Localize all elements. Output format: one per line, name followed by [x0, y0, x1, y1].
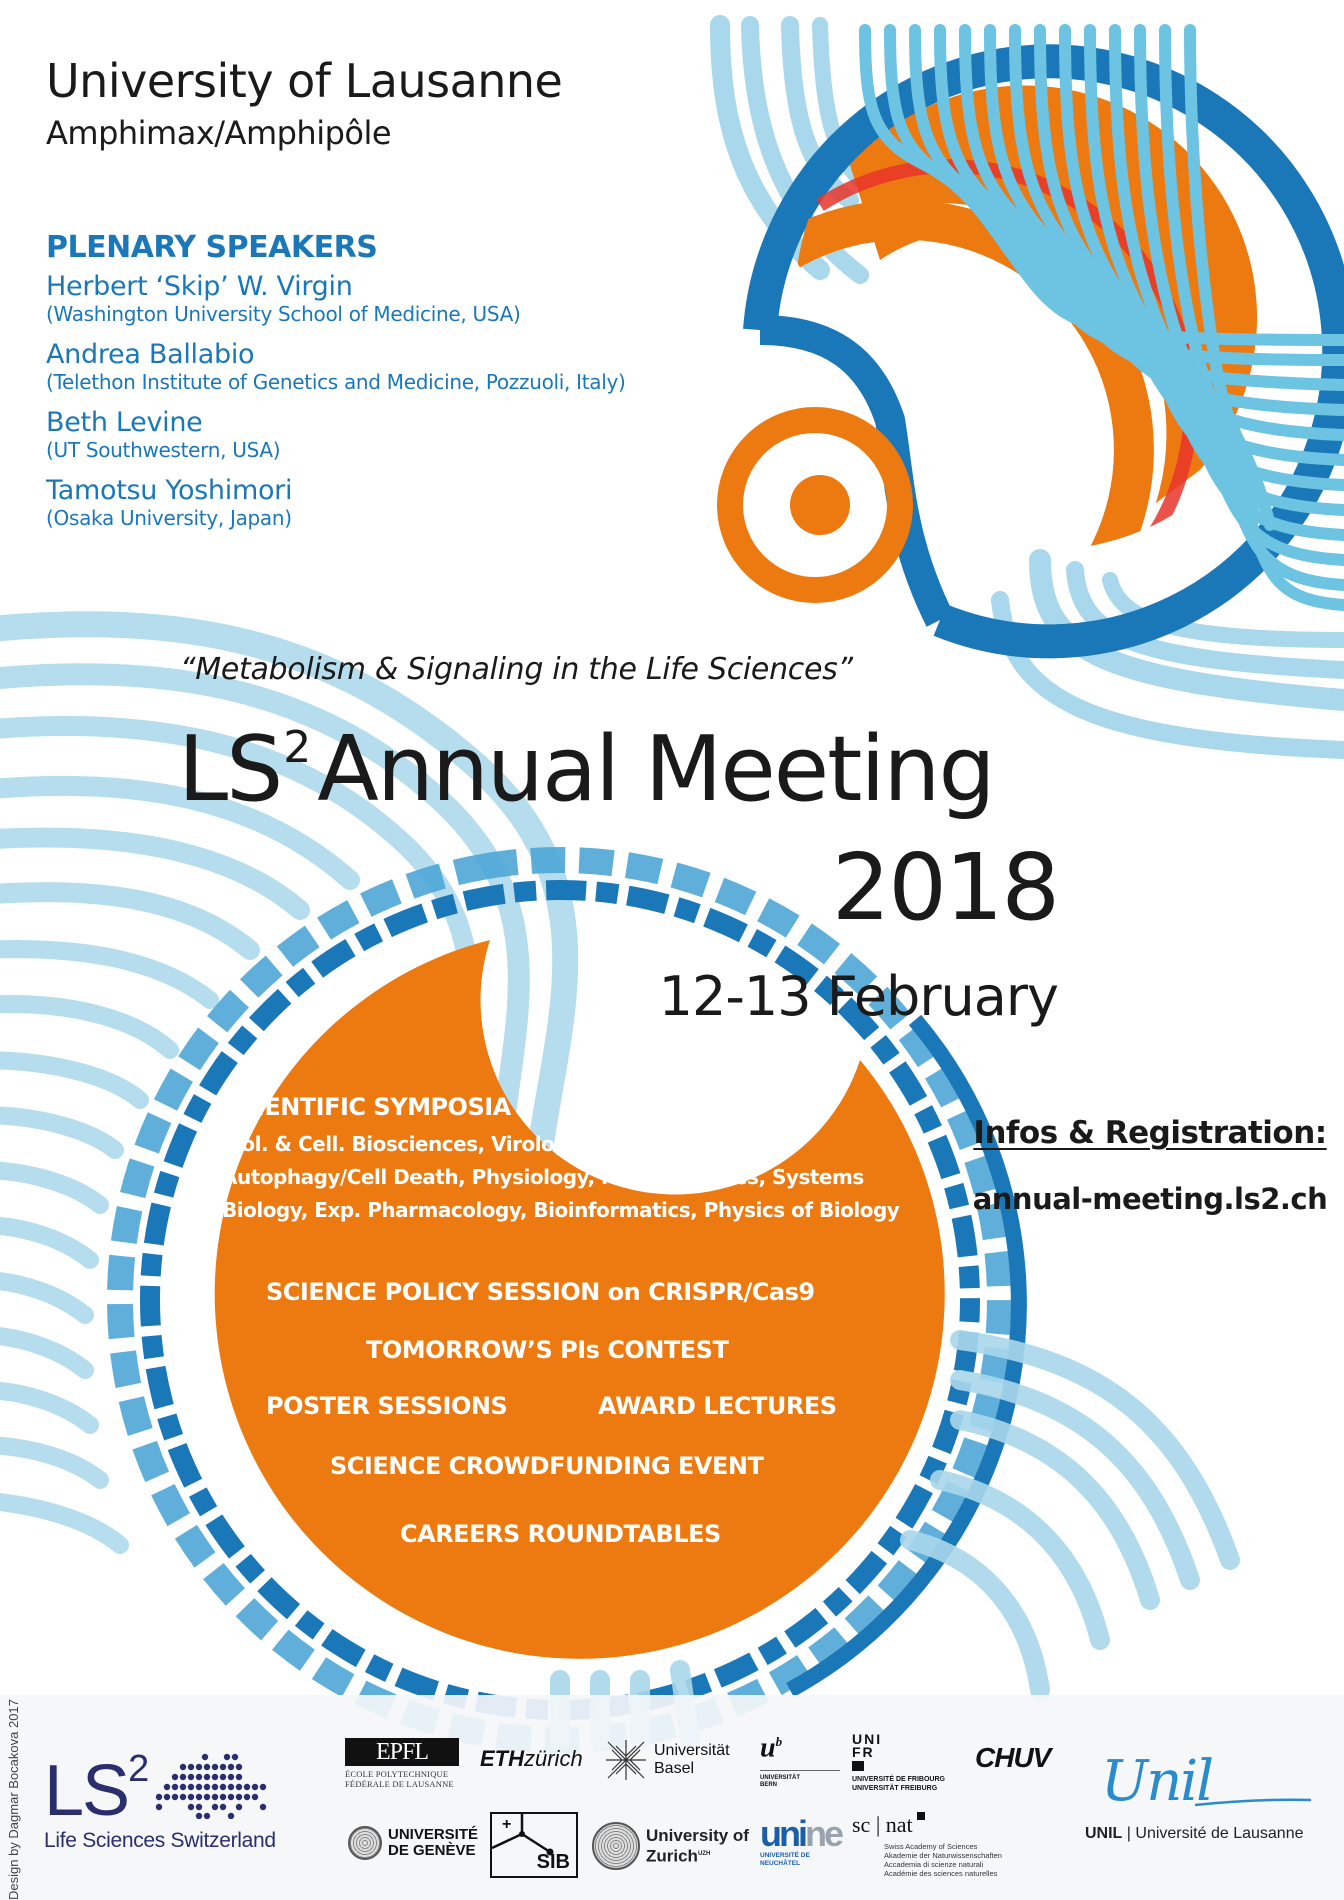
speaker-item	[46, 475, 746, 531]
sib-logo: + SIB	[490, 1812, 578, 1878]
ls2-logo	[44, 1750, 276, 1853]
scnat-logo: sc | nat Swiss Academy of Sciences Akademie der Naturwissenschaften Accademia di scienze naturali Académie des sciences naturelles	[852, 1812, 1002, 1878]
symposia-topics: Mol. & Cell. Biosciences, Virology & Proteomics, Autophagy/Cell Death, Physiology, Neurosciences, Systems Biology, Exp. Pharmacology, Bioinformatics, Physics of Biology	[222, 1132, 900, 1222]
program-policy-session: SCIENCE POLICY SESSION on CRISPR/Cas9	[266, 1278, 815, 1306]
epfl-logo	[345, 1738, 459, 1789]
unil-swoosh-icon	[1085, 1755, 1315, 1825]
program-poster-sessions: POSTER SESSIONS	[266, 1392, 508, 1420]
speaker-name: Beth Levine	[46, 407, 203, 439]
venue-title: University of Lausanne	[46, 54, 563, 108]
unil-script: Unil	[1101, 1749, 1213, 1814]
speaker-affiliation: (Washington University School of Medicine, USA)	[46, 302, 521, 327]
unil-logo	[1085, 1749, 1304, 1843]
eth-zurich-logo: ETHzürich	[480, 1746, 583, 1771]
plenary-speakers-section	[46, 230, 746, 543]
speaker-affiliation: (Osaka University, Japan)	[46, 506, 292, 531]
speaker-item	[46, 407, 746, 463]
speaker-name: Tamotsu Yoshimori	[46, 475, 293, 507]
bern-logo: $u^b$ UNIVERSITÄT BERN	[760, 1728, 840, 1789]
title-prefix: LS	[178, 717, 282, 822]
program-pis-contest: TOMORROW’S PIs CONTEST	[366, 1336, 729, 1364]
title-superscript: 2	[283, 722, 310, 773]
speaker-affiliation: (Telethon Institute of Genetics and Medicine, Pozzuoli, Italy)	[46, 370, 626, 395]
basel-logo: Universität Basel	[604, 1738, 730, 1782]
basel-snowflake-icon	[604, 1738, 648, 1782]
epfl-line1: ÉCOLE POLYTECHNIQUE	[345, 1769, 449, 1779]
chuv-logo: CHUV	[975, 1742, 1051, 1773]
speaker-item	[46, 339, 746, 395]
program-crowdfunding: SCIENCE CROWDFUNDING EVENT	[330, 1452, 764, 1480]
event-dates: 12-13 February	[658, 965, 1058, 1028]
event-year: 2018	[831, 834, 1058, 941]
ls2-name: Life Sciences Switzerland	[44, 1829, 276, 1852]
registration-label: Infos & Registration:	[973, 1115, 1327, 1151]
speaker-item	[46, 271, 746, 327]
event-tagline: “Metabolism & Signaling in the Life Sciences”	[180, 652, 853, 687]
fribourg-logo: UNI FR UNIVERSITÉ DE FRIBOURG UNIVERSITÄT FREIBURG	[852, 1731, 945, 1792]
venue-subtitle: Amphimax/Amphipôle	[46, 114, 392, 152]
fribourg-square-icon	[852, 1761, 864, 1771]
speakers-heading: PLENARY SPEAKERS	[46, 230, 378, 265]
geneve-seal-icon	[348, 1826, 382, 1860]
uzh-seal-icon	[592, 1822, 640, 1870]
switzerland-dots-icon	[153, 1753, 273, 1819]
title-suffix: Annual Meeting	[317, 717, 994, 822]
symposia-heading: SCIENTIFIC SYMPOSIA	[222, 1093, 511, 1121]
epfl-mark: EPFL	[345, 1738, 459, 1766]
neuchatel-logo: unine UNIVERSITÉ DE NEUCHÂTEL	[760, 1813, 841, 1867]
design-credit: Design by Dagmar Bocakova 2017	[6, 1699, 21, 1900]
registration-link[interactable]: annual-meeting.ls2.ch	[972, 1182, 1328, 1216]
geneve-logo: UNIVERSITÉ DE GENÈVE	[348, 1826, 478, 1860]
uzh-logo: University of Zurich$^{UZH}$	[592, 1822, 749, 1870]
program-award-lectures: AWARD LECTURES	[598, 1392, 837, 1420]
speaker-affiliation: (UT Southwestern, USA)	[46, 438, 281, 463]
epfl-line2: FÉDÉRALE DE LAUSANNE	[345, 1779, 454, 1789]
event-title	[178, 717, 994, 822]
unil-name: UNIL | Université de Lausanne	[1085, 1825, 1304, 1842]
ls2-mark: $LS^2$	[44, 1748, 148, 1831]
speaker-name: Herbert ‘Skip’ W. Virgin	[46, 271, 353, 302]
speaker-name: Andrea Ballabio	[46, 339, 255, 371]
program-careers: CAREERS ROUNDTABLES	[400, 1520, 721, 1548]
